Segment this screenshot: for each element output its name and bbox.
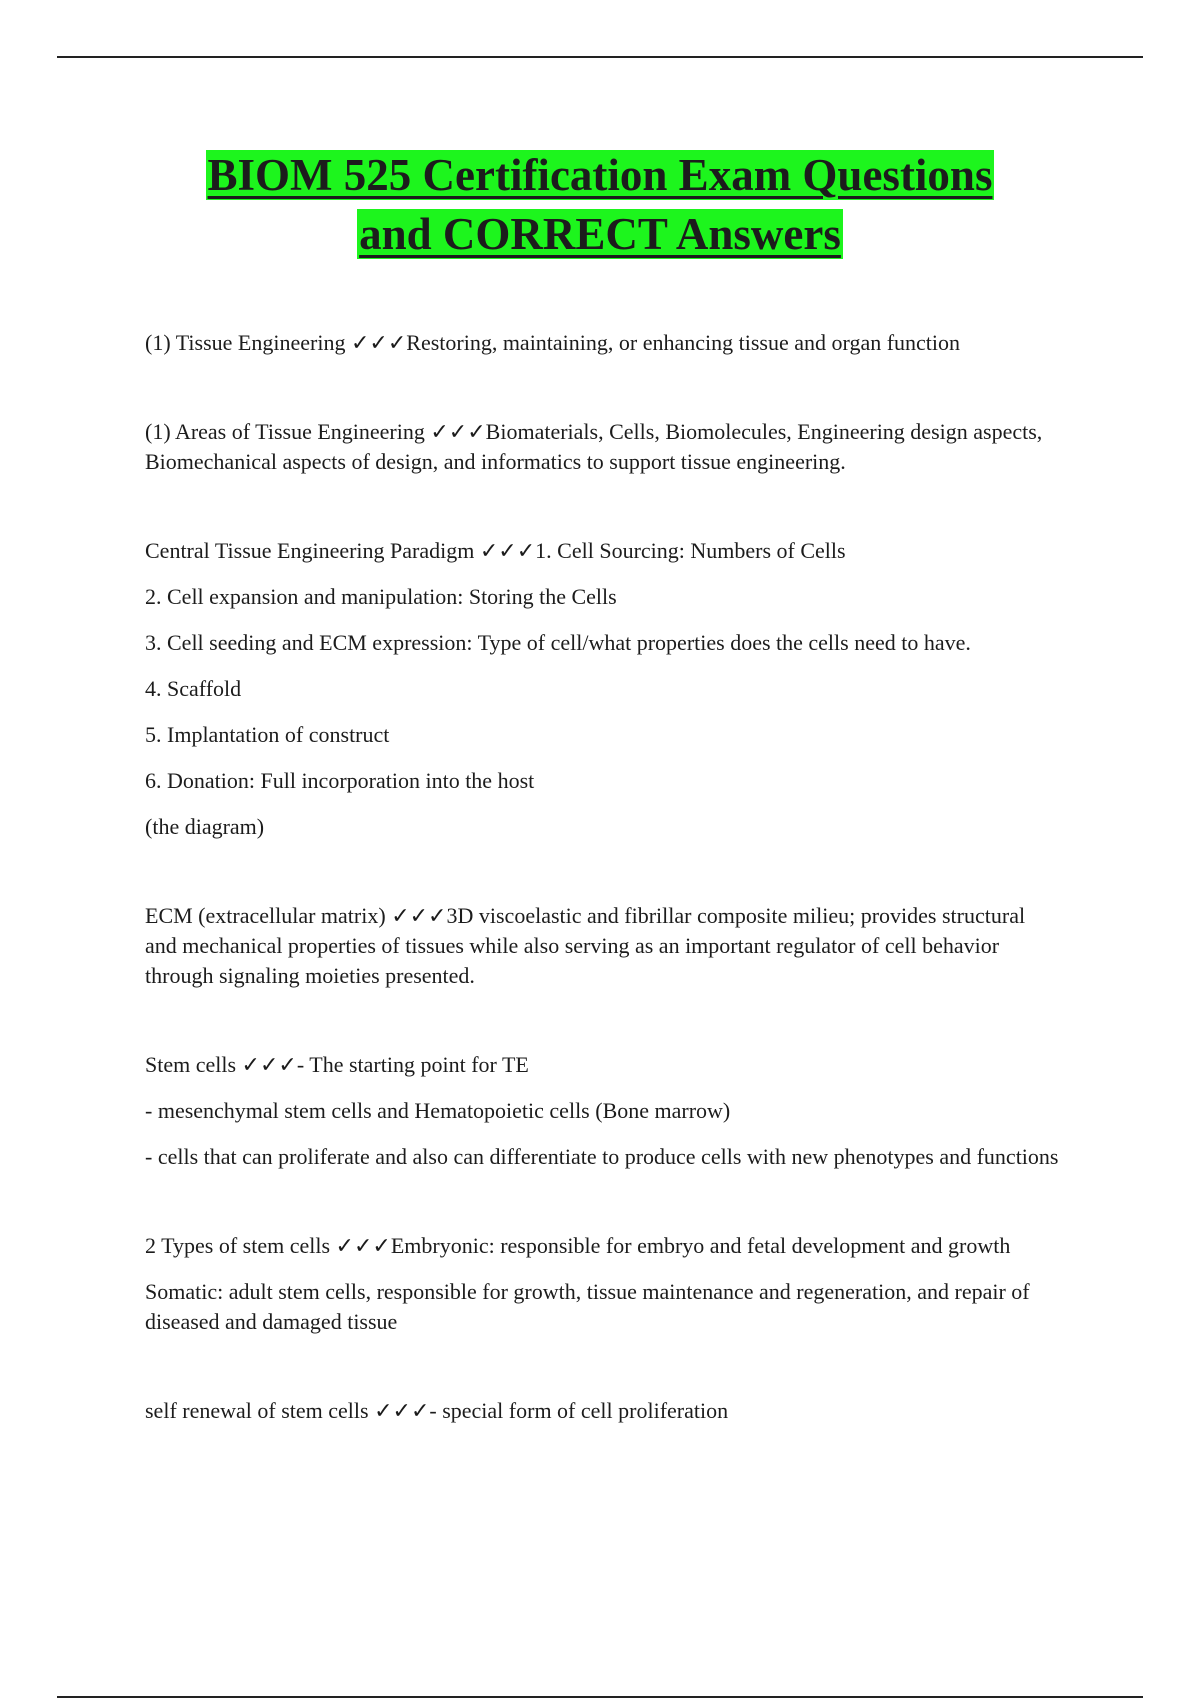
qa-answer-line: 5. Implantation of construct (145, 722, 390, 747)
qa-answer: - special form of cell proliferation (429, 1398, 729, 1423)
qa-line (145, 901, 1060, 991)
qa-answer: Restoring, maintaining, or enhancing tissue and organ function (406, 330, 961, 355)
qa-answer-line: 3. Cell seeding and ECM expression: Type of cell/what properties does the cells need to have. (145, 630, 971, 655)
qa-answer-line: 2. Cell expansion and manipulation: Storing the Cells (145, 584, 617, 609)
checkmark-icon: ✓✓✓ (430, 419, 486, 444)
qa-term: Stem cells (145, 1052, 242, 1077)
qa-answer: 3D viscoelastic and fibrillar composite milieu; provides structural and mechanical properties of tissues while also serving as an important regulator of cell behavior through signaling moieties presented. (145, 903, 1026, 988)
qa-entry (145, 1231, 1060, 1337)
checkmark-icon: ✓✓✓ (350, 330, 407, 355)
qa-answer-line: Somatic: adult stem cells, responsible for growth, tissue maintenance and regeneration, and repair of diseased and damaged tissue (145, 1279, 1030, 1334)
qa-entry (145, 328, 1060, 358)
qa-answer-line: - mesenchymal stem cells and Hematopoietic cells (Bone marrow) (145, 1098, 731, 1123)
qa-term: self renewal of stem cells (145, 1398, 375, 1423)
qa-answer: - The starting point for TE (296, 1052, 529, 1077)
qa-entry (145, 901, 1060, 991)
qa-entry (145, 417, 1060, 477)
checkmark-icon: ✓✓✓ (335, 1233, 391, 1258)
qa-list (145, 328, 1060, 1426)
qa-term: (1) Areas of Tissue Engineering (145, 419, 431, 444)
top-rule (57, 56, 1143, 58)
qa-term: ECM (extracellular matrix) (145, 903, 392, 928)
document-title (150, 146, 1050, 264)
checkmark-icon: ✓✓✓ (374, 1398, 430, 1423)
qa-line (145, 1050, 1060, 1080)
title-line-2: and CORRECT Answers (359, 209, 841, 259)
title-line-1: BIOM 525 Certification Exam Questions (207, 150, 993, 200)
checkmark-icon: ✓✓✓ (241, 1052, 297, 1077)
qa-entry (145, 536, 1060, 842)
qa-line (145, 417, 1060, 477)
qa-entry (145, 1050, 1060, 1172)
qa-answer: Embryonic: responsible for embryo and fetal development and growth (390, 1233, 1011, 1258)
qa-answer-line: - cells that can proliferate and also can differentiate to produce cells with new phenotypes and functions (145, 1144, 1059, 1169)
checkmark-icon: ✓✓✓ (479, 538, 536, 563)
qa-term: Central Tissue Engineering Paradigm (145, 538, 480, 563)
qa-line (145, 536, 1060, 566)
qa-entry (145, 1396, 1060, 1426)
qa-line (145, 328, 1060, 358)
qa-line (145, 1231, 1060, 1261)
qa-answer-line: 6. Donation: Full incorporation into the host (145, 768, 535, 793)
qa-answer: Biomaterials, Cells, Biomolecules, Engineering design aspects, Biomechanical aspects of design, and informatics to support tissue engineering. (145, 419, 1043, 474)
qa-answer-line: 4. Scaffold (145, 676, 242, 701)
qa-answer-line: (the diagram) (145, 814, 265, 839)
bottom-rule (57, 1696, 1143, 1698)
qa-line (145, 1396, 1060, 1426)
qa-term: (1) Tissue Engineering (145, 330, 351, 355)
checkmark-icon: ✓✓✓ (391, 903, 447, 928)
qa-answer: 1. Cell Sourcing: Numbers of Cells (535, 538, 846, 563)
qa-term: 2 Types of stem cells (145, 1233, 336, 1258)
